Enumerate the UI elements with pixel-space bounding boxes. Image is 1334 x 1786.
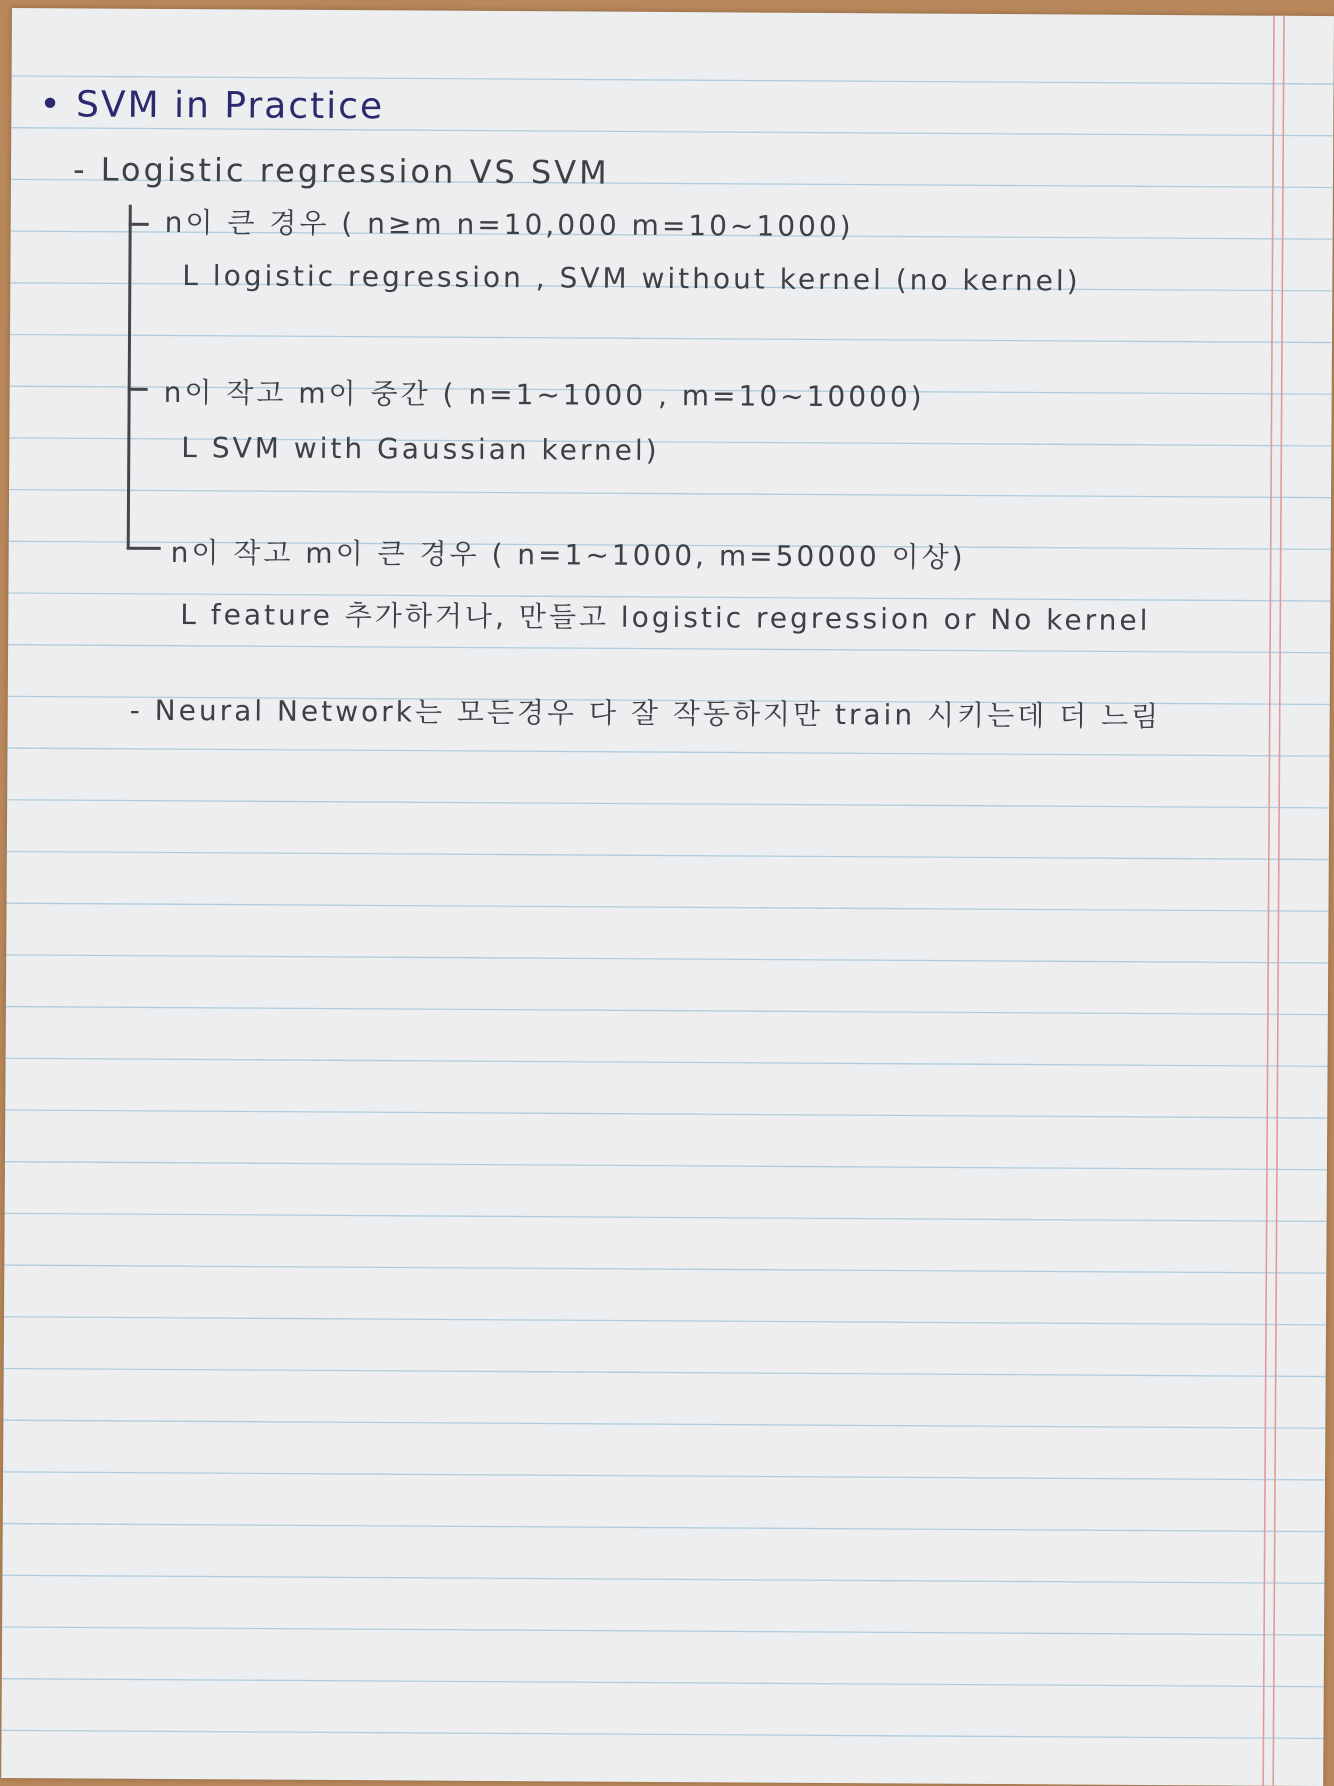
rule-line-27 <box>3 1472 1325 1480</box>
tree-branch-3 <box>127 547 161 550</box>
rule-line-16 <box>7 903 1329 911</box>
note-title <box>39 84 384 127</box>
rule-line-5 <box>10 334 1332 342</box>
rule-line-23 <box>4 1265 1326 1273</box>
rule-line-14 <box>7 800 1329 808</box>
note-title-text: SVM in Practice <box>75 84 385 128</box>
rule-line-17 <box>6 955 1328 963</box>
tree-branch-1 <box>129 223 149 226</box>
rule-line-30 <box>2 1627 1324 1635</box>
rule-line-29 <box>2 1575 1324 1583</box>
tree-branch-2 <box>128 388 148 391</box>
case3-condition: n이 작고 m이 큰 경우 ( n=1~1000, m=50000 이상) <box>170 535 966 574</box>
section1-heading: - Logistic regression VS SVM <box>72 150 610 192</box>
rule-line-25 <box>4 1368 1326 1376</box>
case3-answer: L feature 추가하거나, 만들고 logistic regression or No kernel <box>180 598 1151 637</box>
rule-line-21 <box>5 1162 1327 1170</box>
rule-line-1 <box>11 128 1333 136</box>
rule-line-26 <box>3 1420 1325 1428</box>
case2-condition: n이 작고 m이 중간 ( n=1~1000 , m=10~10000) <box>163 375 925 414</box>
bullet-dot: • <box>39 84 63 126</box>
case1-answer: L logistic regression , SVM without kernel (no kernel) <box>182 259 1081 298</box>
rule-line-18 <box>6 1007 1328 1015</box>
rule-line-24 <box>4 1317 1326 1325</box>
rule-line-28 <box>3 1524 1325 1532</box>
rule-line-8 <box>9 490 1331 498</box>
rule-line-15 <box>7 851 1329 859</box>
neural-network-note: - Neural Network는 모든경우 다 잘 작동하지만 train 시키는데 더 느림 <box>129 693 1162 734</box>
case2-answer: L SVM with Gaussian kernel) <box>181 431 660 467</box>
rule-line-31 <box>2 1679 1324 1687</box>
rule-line-11 <box>8 645 1330 653</box>
case1-condition: n이 큰 경우 ( n≥m n=10,000 m=10~1000) <box>164 205 854 244</box>
rule-line-20 <box>5 1110 1327 1118</box>
rule-line-32 <box>1 1730 1323 1738</box>
rule-line-19 <box>6 1058 1328 1066</box>
notebook-page <box>1 8 1334 1786</box>
rule-line-22 <box>5 1213 1327 1221</box>
margin-line-0 <box>1263 16 1274 1786</box>
rule-line-0 <box>12 76 1334 84</box>
rule-line-13 <box>7 748 1329 756</box>
margin-line-1 <box>1273 16 1284 1786</box>
